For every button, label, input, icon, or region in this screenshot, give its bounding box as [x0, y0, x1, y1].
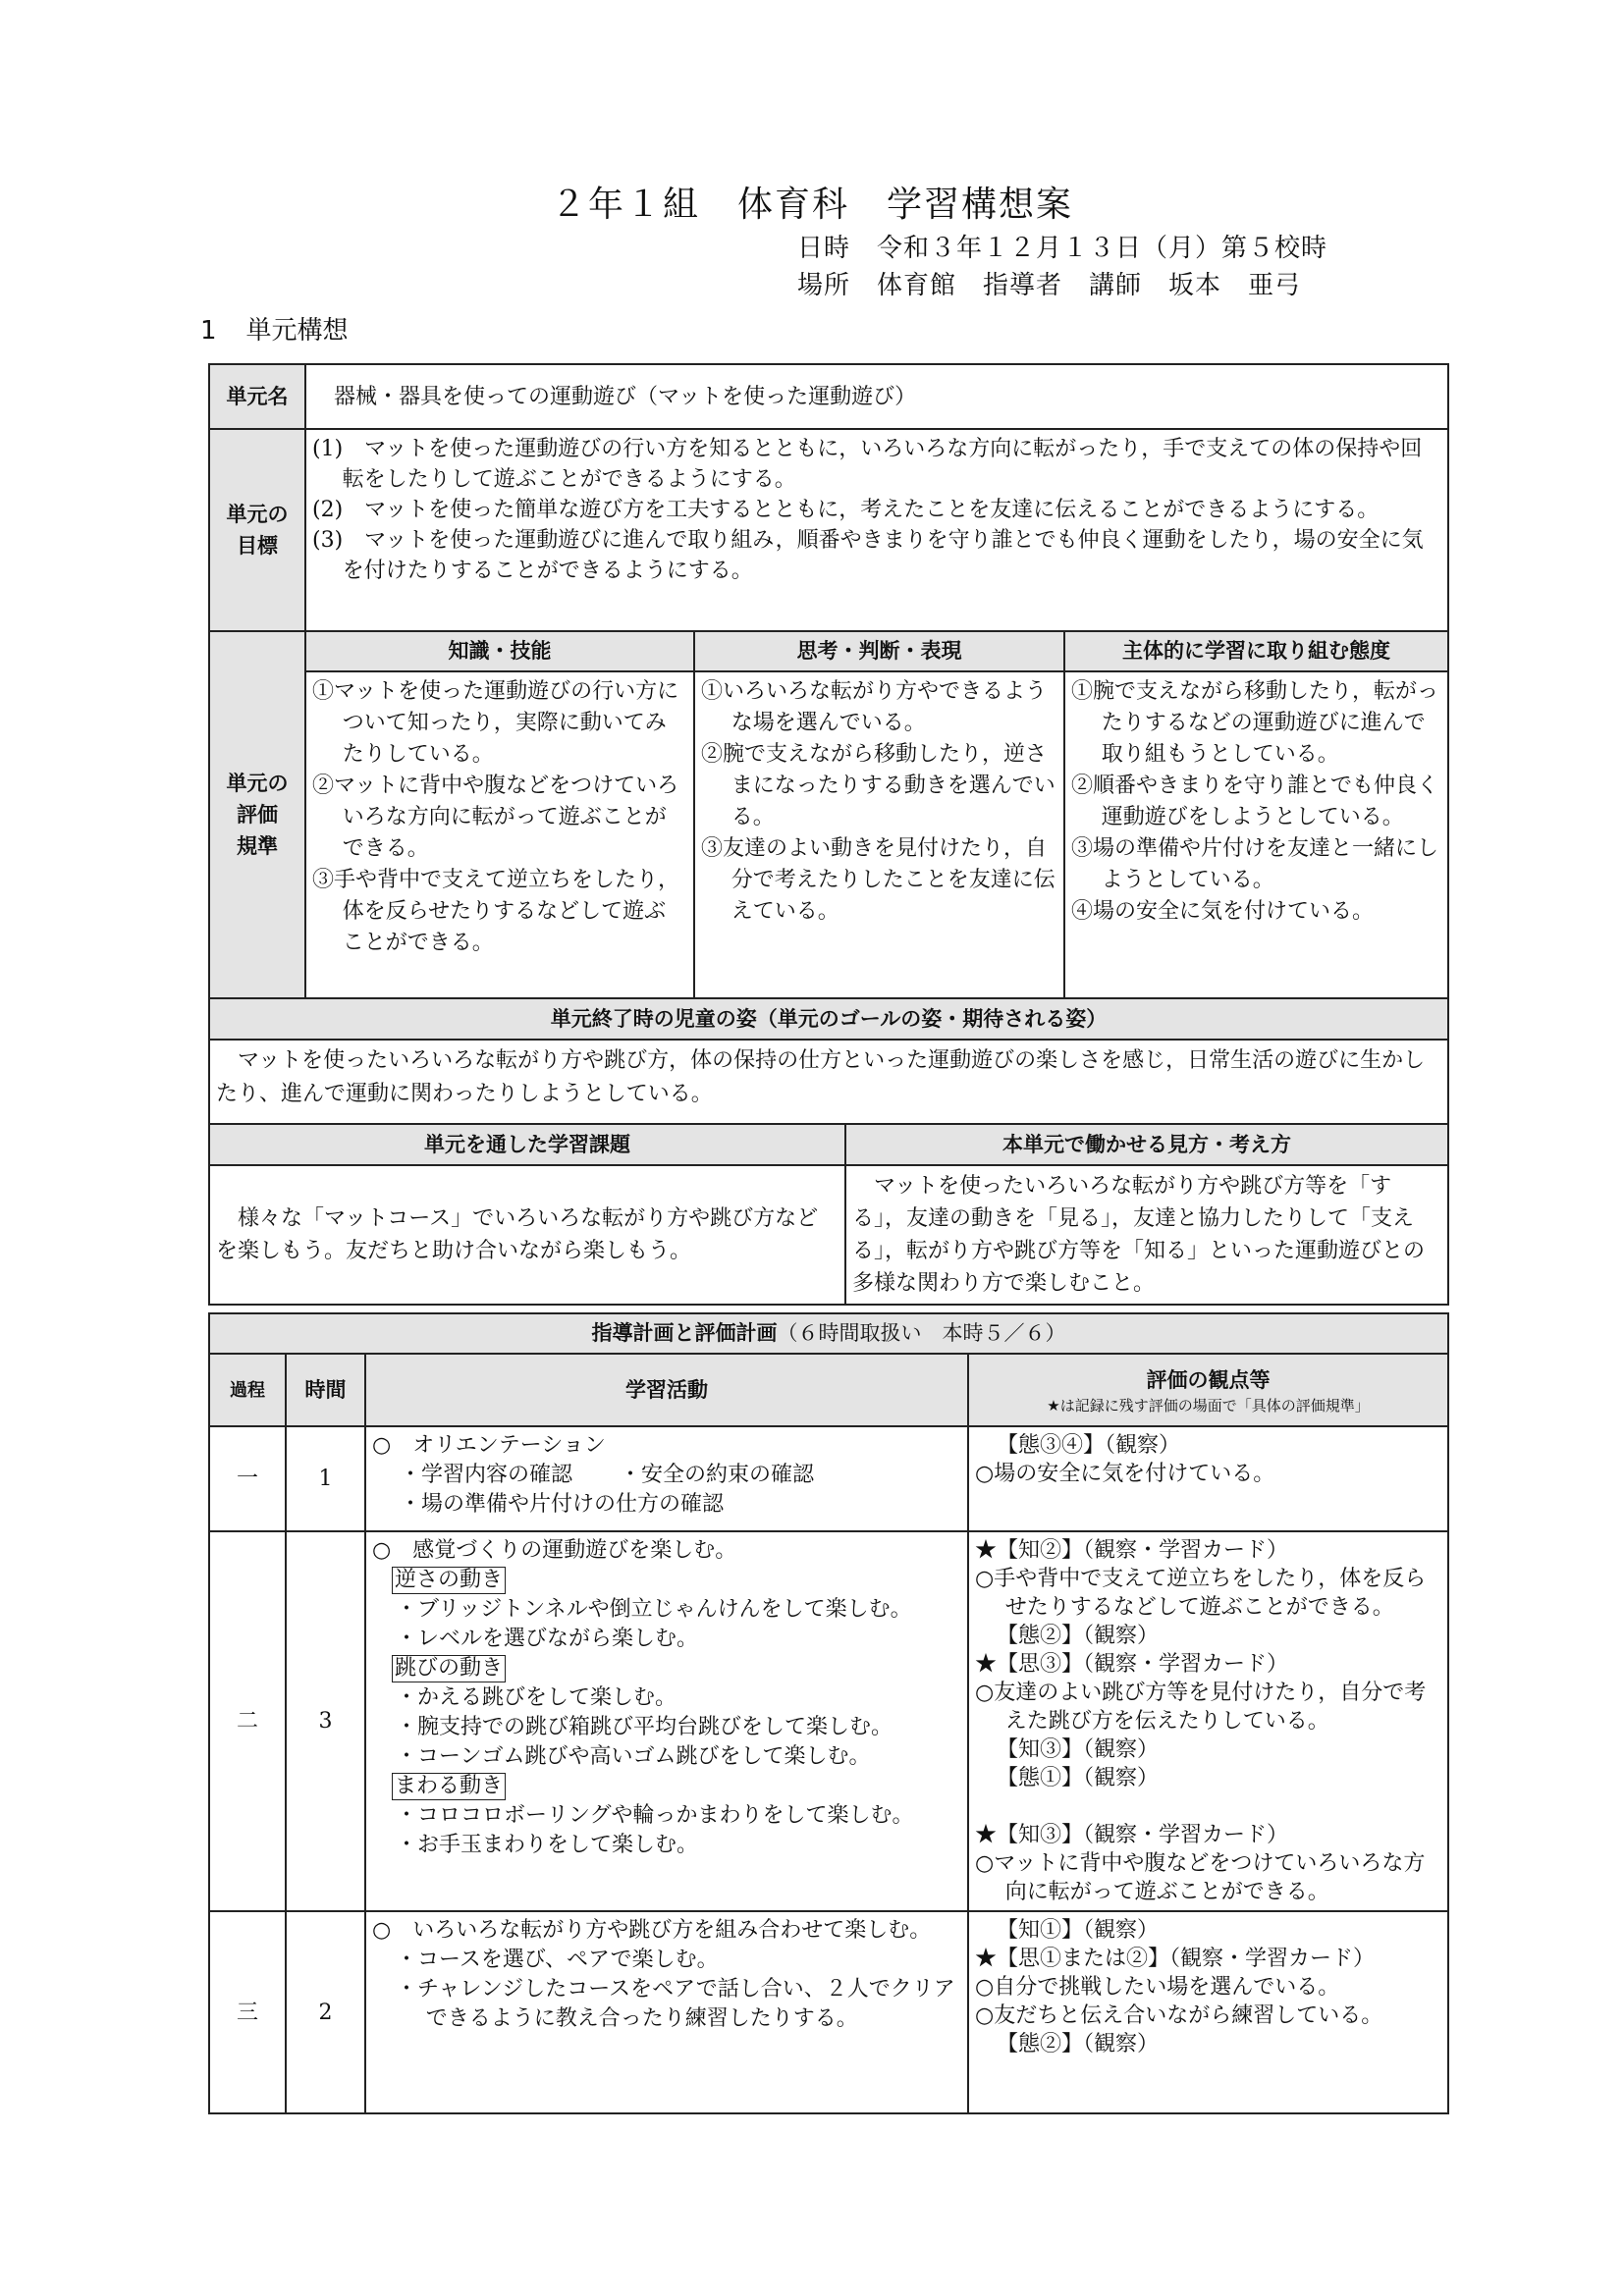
eval-cell [968, 1911, 1448, 2113]
activity-main: ○ オリエンテーション [372, 1433, 606, 1458]
col-eval [968, 1354, 1448, 1426]
activity-item: ・コーンゴム跳びや高いゴム跳びをして楽しむ。 [396, 1744, 871, 1769]
section-heading [200, 310, 378, 347]
eval-item: ★【思③】（観察・学習カード） [975, 1652, 1289, 1677]
goal-figure-text: マットを使ったいろいろな転がり方や跳び方，体の保持の仕方といった運動遊びの楽しさを感じ，日常生活の遊びに生かしたり、進んで運動に関わったりしようとしている。 [209, 1040, 1448, 1124]
eval-item: ○マットに背中や腹などをつけていろいろな方向に転がって遊ぶことができる。 [975, 1851, 1426, 1904]
activity-main: ○ いろいろな転がり方や跳び方を組み合わせて楽しむ。 [372, 1918, 932, 1943]
criteria-item: ③場の準備や片付けを友達と一緒にしようとしている。 [1071, 836, 1439, 892]
criteria-thinking [694, 671, 1064, 998]
activity-item: ・お手玉まわりをして楽しむ。 [396, 1833, 699, 1857]
col-activity: 学習活動 [365, 1354, 968, 1426]
plan-header-main: 指導計画と評価計画 [591, 1321, 778, 1345]
eval-item: 【知③】（観察） [997, 1737, 1160, 1762]
goals-label-line1: 単元の [226, 503, 289, 526]
col-eval-title: 評価の観点等 [1146, 1367, 1271, 1392]
criteria-knowledge [305, 671, 694, 998]
eval-item: 【態①】（観察） [997, 1766, 1160, 1790]
goal-figure-header: 単元終了時の児童の姿（単元のゴールの姿・期待される姿） [209, 998, 1448, 1040]
unit-table [208, 363, 1449, 1306]
unit-goals-label [209, 429, 305, 631]
criteria-attitude [1064, 671, 1448, 998]
criteria-item: ②マットに背中や腹などをつけていろいろな方向に転がって遊ぶことができる。 [312, 774, 679, 861]
criteria-item: ③手や背中で支えて逆立ちをしたり，体を反らせたりするなどして遊ぶことができる。 [312, 868, 680, 955]
activity-cell [365, 1911, 968, 2113]
page-title: ２年１組 体育科 学習構想案 [550, 185, 1073, 225]
task-text: 様々な「マットコース」でいろいろな転がり方や跳び方などを楽しもう。友だちと助け合いながら楽しもう。 [209, 1165, 845, 1305]
movement-box-roll: まわる動き [392, 1773, 506, 1800]
eval-item: 【態②】（観察） [997, 1624, 1160, 1648]
eval-item: 【態②】（観察） [997, 2032, 1160, 2056]
place-line: 場所 体育館 指導者 講師 坂本 亜弓 [797, 271, 1302, 300]
eval-item: ○場の安全に気を付けている。 [975, 1462, 1275, 1486]
eval-item: 【知①】（観察） [997, 1918, 1160, 1943]
activity-item: ・コースを選び、ペアで楽しむ。 [396, 1948, 719, 1972]
activity-item: ・学習内容の確認 [400, 1463, 573, 1487]
movement-box-jump: 跳びの動き [392, 1655, 506, 1682]
movement-box-inversion: 逆さの動き [392, 1567, 506, 1594]
plan-header [209, 1313, 1448, 1354]
eval-item: ★【知③】（観察・学習カード） [975, 1823, 1289, 1847]
activity-cell [365, 1426, 968, 1531]
plan-header-sub: （６時間取扱い 本時５／６） [777, 1321, 1066, 1345]
process-cell: 一 [209, 1426, 286, 1531]
activity-item: ・チャレンジしたコースをペアで話し合い、２人でクリアできるように教え合ったり練習したりする。 [396, 1977, 955, 2031]
eval-item: ○自分で挑戦したい場を選んでいる。 [975, 1975, 1340, 2000]
criteria-item: ②腕で支えながら移動したり，逆さまになったりする動きを選んでいる。 [701, 742, 1056, 829]
eval-item: ★【知②】（観察・学習カード） [975, 1538, 1289, 1563]
criteria-label-line2: 評価 [237, 803, 278, 827]
time-cell: 3 [286, 1531, 365, 1911]
criteria-item: ①腕で支えながら移動したり，転がったりするなどの運動遊びに進んで取り組もうとしている。 [1071, 679, 1439, 767]
view-header: 本単元で働かせる見方・考え方 [845, 1124, 1448, 1165]
goal-item: (2) マットを使った簡単な遊び方を工夫するとともに，考えたことを友達に伝えることができるようにする。 [312, 498, 1380, 522]
goal-item: (3) マットを使った運動遊びに進んで取り組み，順番やきまりを守り誰とでも仲良く運動をしたり，場の安全に気を付けたりすることができるようにする。 [312, 528, 1424, 583]
date-line: 日時 令和３年１２月１３日（月）第５校時 [797, 234, 1328, 263]
criteria-label [209, 631, 305, 998]
criteria-item: ①マットを使った運動遊びの行い方について知ったり，実際に動いてみたりしている。 [312, 679, 679, 767]
time-cell: 2 [286, 1911, 365, 2113]
criteria-item: ②順番やきまりを守り誰とでも仲良く運動遊びをしようとしている。 [1071, 774, 1439, 829]
col-time: 時間 [286, 1354, 365, 1426]
section-title: 単元構想 [245, 316, 349, 346]
view-text: マットを使ったいろいろな転がり方や跳び方等を「する」，友達の動きを「見る」，友達と協力したりして「支える」，転がり方や跳び方等を「知る」といった運動遊びとの多様な関わり方で楽しむこと。 [845, 1165, 1448, 1305]
goal-item: (1) マットを使った運動遊びの行い方を知るとともに，いろいろな方向に転がったり，手で支えての体の保持や回転をしたりして遊ぶことができるようにする。 [312, 437, 1423, 492]
eval-item: ○手や背中で支えて逆立ちをしたり，体を反らせたりするなどして遊ぶことができる。 [975, 1567, 1427, 1620]
activity-item: ・コロコロボーリングや輪っかまわりをして楽しむ。 [396, 1803, 914, 1828]
task-header: 単元を通した学習課題 [209, 1124, 845, 1165]
criteria-label-line1: 単元の [226, 772, 289, 795]
unit-name-label: 単元名 [209, 364, 305, 429]
criteria-item: ④場の安全に気を付けている。 [1071, 899, 1375, 924]
section-number: 1 [200, 316, 217, 346]
criteria-item: ①いろいろな転がり方やできるような場を選んでいる。 [701, 679, 1048, 735]
criteria-header-knowledge: 知識・技能 [305, 631, 694, 671]
activity-cell [365, 1531, 968, 1911]
unit-goals [305, 429, 1448, 631]
activity-item: ・腕支持での跳び箱跳び平均台跳びをして楽しむ。 [396, 1715, 893, 1739]
activity-line [372, 1461, 961, 1490]
process-cell: 二 [209, 1531, 286, 1911]
activity-item: ・かえる跳びをして楽しむ。 [396, 1685, 677, 1710]
col-process: 過程 [209, 1354, 286, 1426]
activity-main: ○ 感覚づくりの運動遊びを楽しむ。 [372, 1538, 737, 1563]
eval-item: 【態③④】（観察） [997, 1433, 1181, 1458]
eval-item: ★【思①または②】（観察・学習カード） [975, 1947, 1376, 1971]
criteria-label-line3: 規準 [237, 834, 278, 858]
activity-item: ・安全の約束の確認 [620, 1463, 815, 1487]
activity-item: ・場の準備や片付けの仕方の確認 [400, 1492, 725, 1517]
eval-cell [968, 1426, 1448, 1531]
plan-table [208, 1312, 1449, 2114]
activity-item: ・ブリッジトンネルや倒立じゃんけんをして楽しむ。 [396, 1597, 912, 1622]
criteria-item: ③友達のよい動きを見付けたり，自分で考えたりしたことを友達に伝えている。 [701, 836, 1056, 924]
goals-label-line2: 目標 [237, 534, 278, 558]
activity-item: ・レベルを選びながら楽しむ。 [396, 1627, 699, 1651]
criteria-header-thinking: 思考・判断・表現 [694, 631, 1064, 671]
criteria-header-attitude: 主体的に学習に取り組む態度 [1064, 631, 1448, 671]
col-eval-note: ★は記録に残す評価の場面で「具体の評価規準」 [1047, 1396, 1370, 1415]
eval-item: ○友達のよい跳び方等を見付けたり，自分で考えた跳び方を伝えたりしている。 [975, 1681, 1427, 1734]
eval-cell [968, 1531, 1448, 1911]
unit-name: 器械・器具を使っての運動遊び（マットを使った運動遊び） [305, 364, 1448, 429]
eval-item: ○友だちと伝え合いながら練習している。 [975, 2003, 1383, 2028]
process-cell: 三 [209, 1911, 286, 2113]
time-cell: 1 [286, 1426, 365, 1531]
